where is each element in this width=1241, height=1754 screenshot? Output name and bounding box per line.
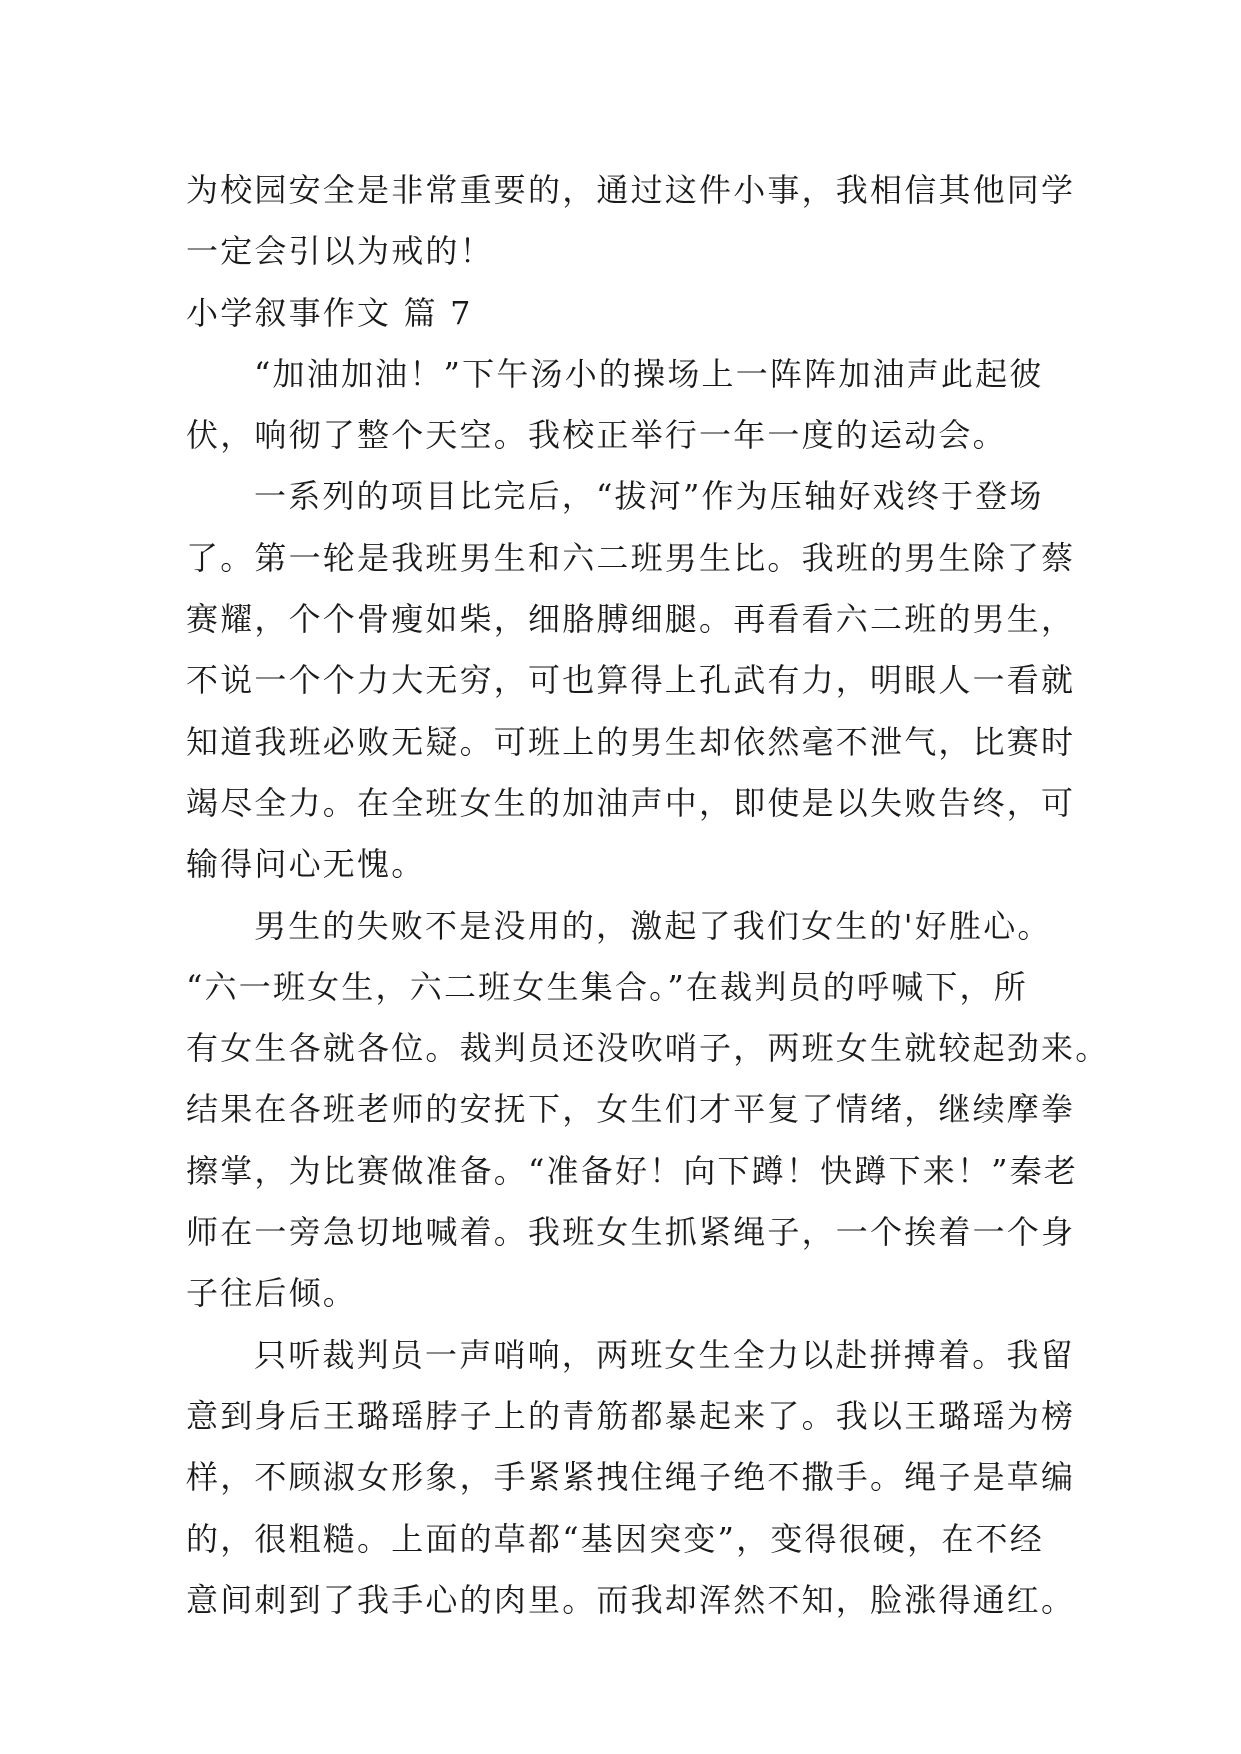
text-line: 样，不顾淑女形象，手紧紧拽住绳子绝不撒手。绳子是草编 xyxy=(186,1458,1076,1497)
text-line: 知道我班必败无疑。可班上的男生却依然毫不泄气，比赛时 xyxy=(186,722,1076,761)
paragraph-first-line: 男生的失败不是没用的，激起了我们女生的'好胜心。 xyxy=(254,906,1052,945)
text-line: “六一班女生，六二班女生集合。”在裁判员的呼喊下，所 xyxy=(186,967,1028,1006)
text-line: 了。第一轮是我班男生和六二班男生比。我班的男生除了蔡 xyxy=(186,538,1076,577)
document-body xyxy=(186,160,1110,1631)
text-line: 的，很粗糙。上面的草都“基因突变”，变得很硬，在不经 xyxy=(186,1519,1044,1558)
text-line: 竭尽全力。在全班女生的加油声中，即使是以失败告终，可 xyxy=(186,783,1076,822)
text-line: 为校园安全是非常重要的，通过这件小事，我相信其他同学 xyxy=(186,171,1076,209)
text-line: 师在一旁急切地喊着。我班女生抓紧绳子，一个挨着一个身 xyxy=(186,1213,1076,1252)
text-line: 子往后倾。 xyxy=(186,1274,358,1313)
paragraph-first-line: “加油加油！”下午汤小的操场上一阵阵加油声此起彼 xyxy=(254,354,1044,393)
text-line: 有女生各就各位。裁判员还没吹哨子，两班女生就较起劲来。 xyxy=(186,1029,1110,1068)
text-line: 一定会引以为戒的！ xyxy=(186,232,494,271)
text-line: 意间刺到了我手心的肉里。而我却浑然不知，脸涨得通红。 xyxy=(186,1580,1076,1619)
text-line: 伏，响彻了整个天空。我校正举行一年一度的运动会。 xyxy=(186,416,1007,455)
text-line: 赛耀，个个骨瘦如柴，细胳膊细腿。再看看六二班的男生， xyxy=(186,600,1076,639)
paragraph-first-line: 只听裁判员一声哨响，两班女生全力以赴拼搏着。我留 xyxy=(254,1335,1075,1374)
text-line: 结果在各班老师的安抚下，女生们才平复了情绪，继续摩拳 xyxy=(186,1090,1076,1129)
text-line: 输得问心无愧。 xyxy=(186,845,426,884)
paragraph-first-line: 一系列的项目比完后，“拔河”作为压轴好戏终于登场 xyxy=(254,477,1044,516)
text-line: 意到身后王璐瑶脖子上的青筋都暴起来了。我以王璐瑶为榜 xyxy=(186,1396,1076,1435)
text-line: 不说一个个力大无穷，可也算得上孔武有力，明眼人一看就 xyxy=(186,661,1076,700)
text-line: 擦掌，为比赛做准备。“准备好！向下蹲！快蹲下来！”秦老 xyxy=(186,1151,1079,1190)
section-heading: 小学叙事作文 篇 7 xyxy=(186,293,473,332)
